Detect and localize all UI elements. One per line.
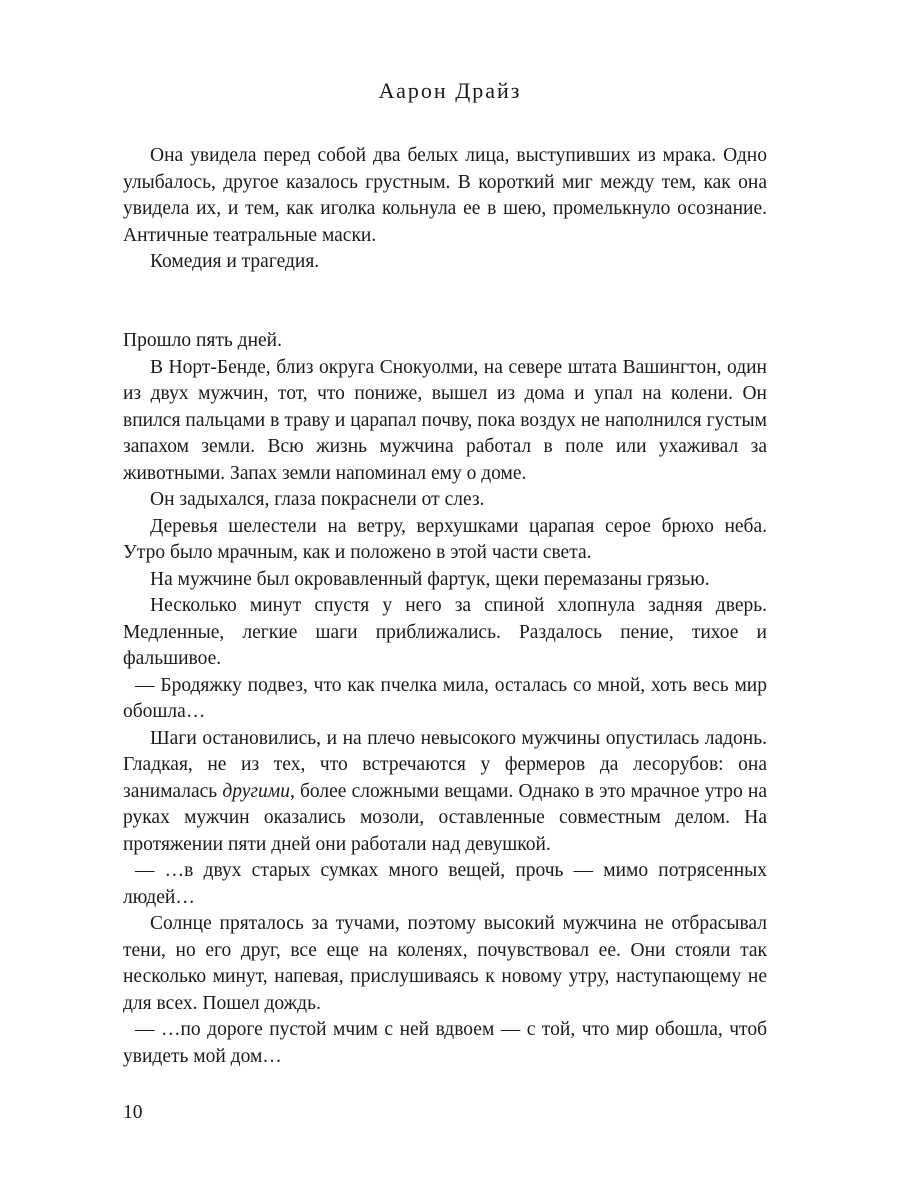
paragraph xyxy=(123,726,767,859)
page-number: 10 xyxy=(123,1102,143,1123)
running-head: Аарон Драйз xyxy=(378,78,522,103)
paragraph: Она увидела перед собой два белых лица, выступивших из мрака. Одно улыбалось, другое казалось грустным. В короткий миг между тем, как она увидела их, и тем, как иголка кольнула ее в шею, промелькнуло осознание. Античные театральные маски. xyxy=(123,145,767,246)
section-two xyxy=(123,328,767,1070)
paragraph: Он задыхался, глаза покраснели от слез. xyxy=(150,489,485,510)
paragraph: Деревья шелестели на ветру, верхушками царапая серое брюхо неба. Утро было мрачным, как и положено в этой части света. xyxy=(123,515,767,563)
paragraph-text: Шаги остановились, и на плечо невысокого мужчины опустилась ладонь. Гладкая, не из тех, что встречаются у фермеров да лесорубов: она занималась xyxy=(123,727,767,802)
paragraph: Прошло пять дней. xyxy=(123,330,282,351)
paragraph: Несколько минут спустя у него за спиной хлопнула задняя дверь. Медленные, легкие шаги приближались. Раздалось пение, тихое и фальшивое. xyxy=(123,595,767,669)
italic-word: другими xyxy=(222,780,290,802)
paragraph: Солнце пряталось за тучами, поэтому высокий мужчина не отбрасывал тени, но его друг, все еще на коленях, почувствовал ее. Они стояли так несколько минут, напевая, прислушиваясь к новому утру, наступающему не для всех. Пошел дождь. xyxy=(123,913,767,1014)
paragraph: На мужчине был окровавленный фартук, щеки перемазаны грязью. xyxy=(150,568,710,590)
paragraph: В Норт-Бенде, близ округа Снокуолми, на севере штата Вашингтон, один из двух мужчин, тот, что пониже, вышел из дома и упал на колени. Он впился пальцами в траву и царапал почву, пока воздух не наполнился густым запахом земли. Всю жизнь мужчина работал в поле или ухаживал за животными. Запах земли напоминал ему о доме. xyxy=(123,356,767,484)
dialogue-line: — …в двух старых сумках много вещей, прочь — мимо потрясенных людей… xyxy=(123,860,767,908)
dialogue-line: — …по дороге пустой мчим с ней вдвоем — с той, что мир обошла, чтоб увидеть мой дом… xyxy=(123,1019,767,1067)
paragraph: Комедия и трагедия. xyxy=(150,251,320,272)
dialogue-line: — Бродяжку подвез, что как пчелка мила, осталась со мной, хоть весь мир обошла… xyxy=(123,674,767,722)
paragraph-text: , более сложными вещами. Однако в это мрачное утро на руках мужчин оказались мозоли, оставленные совместным делом. На протяжении пяти дней они работали над девушкой. xyxy=(123,780,767,855)
section-one xyxy=(123,143,767,276)
